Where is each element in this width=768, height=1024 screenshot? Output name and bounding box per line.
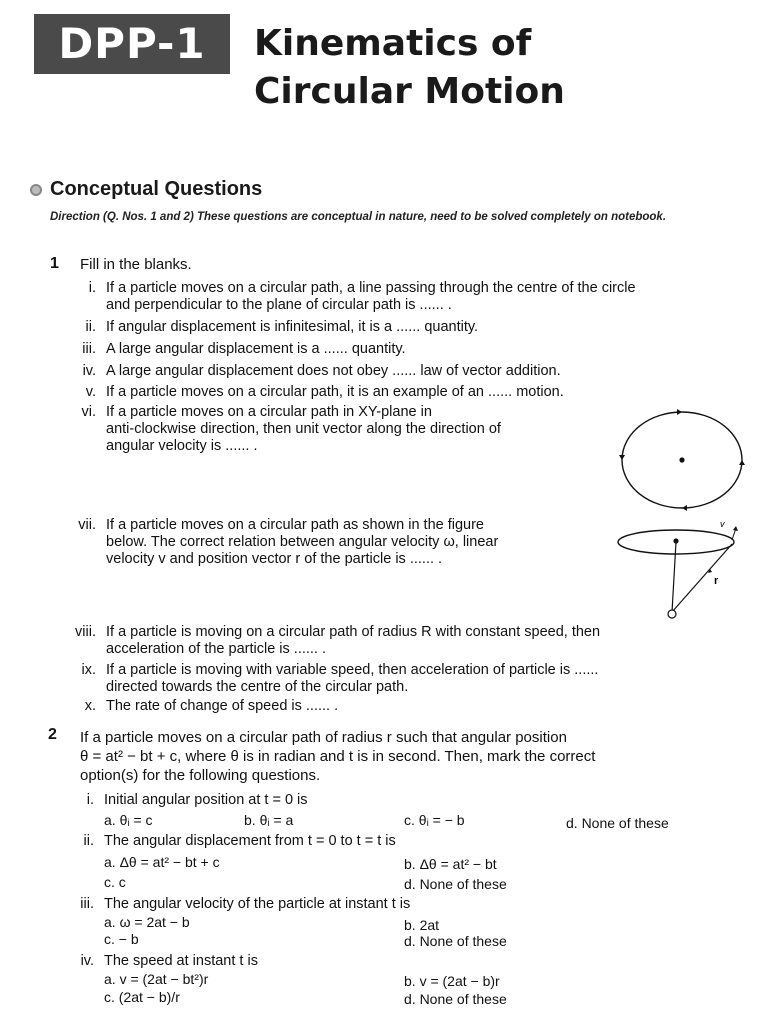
option-d: d. None of these — [404, 933, 507, 949]
dpp-badge: DPP-1 — [34, 14, 230, 74]
origin-point — [668, 610, 676, 618]
option-c: c. (2at − b)/r — [104, 989, 180, 1005]
q1-item-roman: x. — [84, 698, 96, 714]
q1-item-line: If a particle moves on a circular path in XY-plane in — [106, 404, 432, 420]
q1-item-line: The rate of change of speed is ...... . — [106, 698, 339, 714]
cone-figure — [612, 516, 752, 622]
q1-item-roman: iv. — [82, 363, 96, 379]
q1-item-line: A large angular displacement is a ...... quantity. — [106, 341, 406, 357]
option-a: a. Δθ = at² − bt + c — [104, 854, 220, 870]
q2-sub-roman: iv. — [80, 953, 94, 969]
q2-line: option(s) for the following questions. — [80, 767, 321, 784]
q2-sub-text: Initial angular position at t = 0 is — [104, 792, 308, 808]
axis-line — [672, 542, 676, 612]
option-c: c. c — [104, 874, 126, 890]
q1-text: Fill in the blanks. — [80, 256, 192, 273]
direction-label: Direction — [50, 211, 100, 223]
page-title — [254, 20, 565, 116]
q1-item-line: If a particle moves on a circular path, it is an example of an ...... motion. — [106, 384, 564, 400]
q1-item-line: velocity v and position vector r of the particle is ...... . — [106, 551, 443, 567]
q1-item-line: directed towards the centre of the circular path. — [106, 679, 409, 695]
bullet-icon — [30, 184, 42, 196]
r-label: r — [714, 575, 719, 587]
option-b: b. 2at — [404, 917, 440, 933]
q1-item-line: If angular displacement is infinitesimal, it is a ...... quantity. — [106, 319, 479, 335]
option-a: a. ω = 2at − b — [104, 914, 190, 930]
direction-note — [50, 210, 750, 224]
q2-sub-text: The angular displacement from t = 0 to t = t is — [104, 833, 396, 849]
q1-item-line: If a particle moves on a circular path, a line passing through the centre of the circle — [106, 280, 636, 296]
option-a: a. θᵢ = c — [104, 812, 153, 828]
circle-figure — [612, 408, 752, 512]
q1-item-roman: i. — [88, 280, 96, 296]
section-heading — [30, 178, 262, 201]
title-line-1: Kinematics of — [254, 23, 532, 64]
option-d: d. None of these — [566, 815, 669, 831]
q2-line: θ = at² − bt + c, where θ is in radian and t is in second. Then, mark the correct — [80, 748, 596, 765]
q1-item-line: below. The correct relation between angular velocity ω, linear — [106, 534, 499, 550]
option-b: b. θᵢ = a — [244, 812, 294, 828]
q1-item-line: anti-clockwise direction, then unit vector along the direction of — [106, 421, 501, 437]
velocity-arrow-icon — [733, 526, 738, 531]
arrow-left-icon — [619, 455, 625, 460]
q2-line: If a particle moves on a circular path of radius r such that angular position — [80, 729, 567, 746]
option-d: d. None of these — [404, 991, 507, 1007]
title-line-2: Circular Motion — [254, 71, 565, 112]
q2-sub-roman: ii. — [83, 833, 94, 849]
arrow-top-icon — [677, 409, 682, 415]
option-d: d. None of these — [404, 876, 507, 892]
option-c: c. − b — [104, 931, 139, 947]
q1-item-roman: viii. — [75, 624, 96, 640]
option-c: c. θᵢ = − b — [404, 812, 465, 828]
section-title: Conceptual Questions — [50, 178, 263, 200]
q1-number: 1 — [50, 255, 59, 272]
direction-text: (Q. Nos. 1 and 2) These questions are conceptual in nature, need to be solved completely on notebook. — [103, 211, 667, 223]
q1-item-roman: iii. — [82, 341, 96, 357]
q1-item-line: acceleration of the particle is ...... . — [106, 641, 327, 657]
q2-number: 2 — [48, 726, 57, 743]
q1-item-roman: vi. — [81, 404, 96, 420]
q1-item-line: and perpendicular to the plane of circular path is ...... . — [106, 297, 452, 313]
arrow-bottom-icon — [682, 505, 687, 511]
v-label: v — [720, 519, 725, 529]
option-b: b. Δθ = at² − bt — [404, 856, 497, 872]
q1-item-line: If a particle is moving on a circular path of radius R with constant speed, then — [106, 624, 601, 640]
q1-item-roman: ii. — [85, 319, 96, 335]
q2-sub-roman: i. — [86, 792, 94, 808]
q1-item-roman: vii. — [78, 517, 96, 533]
q2-sub-text: The speed at instant t is — [104, 953, 258, 969]
q1-item-line: angular velocity is ...... . — [106, 438, 258, 454]
arrow-right-icon — [739, 460, 745, 465]
q1-item-line: A large angular displacement does not obey ...... law of vector addition. — [106, 363, 561, 379]
q1-item-roman: ix. — [81, 662, 96, 678]
q1-item-roman: v. — [85, 384, 96, 400]
q1-item-line: If a particle moves on a circular path as shown in the figure — [106, 517, 484, 533]
option-b: b. v = (2at − b)r — [404, 973, 500, 989]
option-a: a. v = (2at − bt²)r — [104, 971, 209, 987]
q2-sub-roman: iii. — [80, 896, 94, 912]
centre-dot — [679, 457, 684, 462]
q2-sub-text: The angular velocity of the particle at instant t is — [104, 896, 411, 912]
q1-item-line: If a particle is moving with variable speed, then acceleration of particle is ...... — [106, 662, 599, 678]
